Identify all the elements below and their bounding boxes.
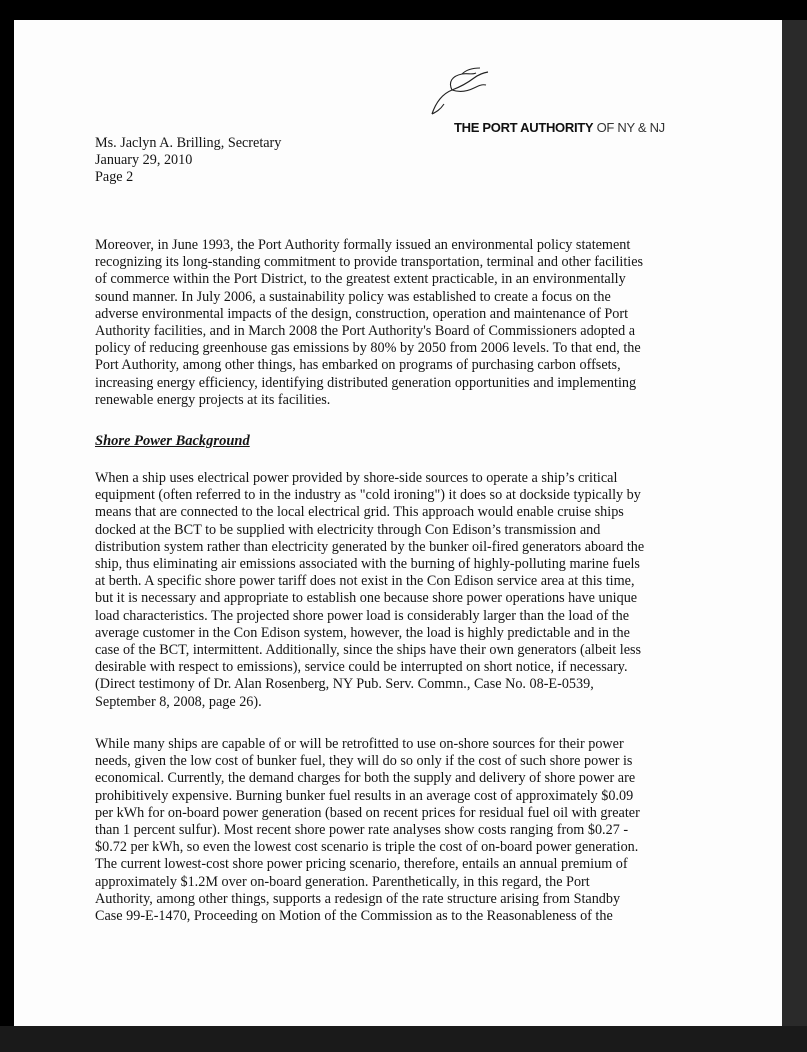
paragraph-line: than 1 percent sulfur). Most recent shore power rate analyses show costs ranging from $0.27 -: [95, 822, 629, 839]
section-heading: Shore Power Background: [95, 433, 250, 449]
scan-frame-bottom: [0, 1026, 807, 1052]
paragraph-line: policy of reducing greenhouse gas emissions by 80% by 2050 from 2006 levels. To that end, the: [95, 340, 641, 357]
paragraph-line: While many ships are capable of or will be retrofitted to use on-shore sources for their power: [95, 736, 624, 752]
paragraph-line: means that are connected to the local electrical grid. This approach would enable cruise ships: [95, 504, 624, 521]
paragraph-line: Port Authority, among other things, has embarked on programs of purchasing carbon offsets,: [95, 357, 621, 374]
document-page: [14, 20, 782, 1026]
paragraph-shore-power: [95, 470, 695, 711]
paragraph-line: recognizing its long-standing commitment to provide transportation, terminal and other facilities: [95, 254, 644, 271]
paragraph-line: of commerce within the Port District, to the greatest extent practicable, in an environmentally: [95, 271, 626, 288]
recipient-name: Ms. Jaclyn A. Brilling, Secretary: [95, 135, 282, 151]
paragraph-line: equipment (often referred to in the industry as "cold ironing") it does so at dockside typically by: [95, 487, 641, 504]
paragraph-line: ship, thus eliminating air emissions associated with the burning of highly-polluting marine fuels: [95, 556, 640, 573]
paragraph-line: per kWh for on-board power generation (based on recent prices for residual fuel oil with greater: [95, 804, 640, 821]
paragraph-line: Case 99-E-1470, Proceeding on Motion of the Commission as to the Reasonableness of the: [95, 908, 613, 925]
paragraph-line: needs, given the low cost of bunker fuel, they will do so only if the cost of such shore power is: [95, 753, 633, 770]
paragraph-line: case of the BCT, intermittent. Additionally, since the ships have their own generators (albeit less: [95, 642, 642, 659]
letterhead-org-suffix: OF NY & NJ: [593, 120, 665, 135]
letter-date: January 29, 2010: [95, 152, 193, 168]
paragraph-line: distribution system rather than electricity generated by the bunker oil-fired generators aboard the: [95, 538, 645, 555]
paragraph-line: approximately $1.2M over on-board generation. Parenthetically, in this regard, the Port: [95, 873, 590, 890]
paragraph-line: but it is necessary and appropriate to establish one because shore power operations have unique: [95, 590, 638, 607]
paragraph-line: Authority facilities, and in March 2008 the Port Authority's Board of Commissioners adopted a: [95, 323, 636, 340]
paragraph-line: economical. Currently, the demand charges for both the supply and delivery of shore power are: [95, 770, 636, 787]
paragraph-line: increasing energy efficiency, identifying distributed generation opportunities and implementing: [95, 374, 637, 391]
paragraph-line: docked at the BCT to be supplied with electricity through Con Edison’s transmission and: [95, 521, 601, 538]
paragraph-line: The current lowest-cost shore power pricing scenario, therefore, entails an annual premium of: [95, 856, 628, 873]
letterhead-text: [454, 120, 665, 135]
port-authority-letterhead: [422, 64, 742, 144]
paragraph-line: $0.72 per kWh, so even the lowest cost scenario is triple the cost of on-board power generation.: [95, 839, 639, 856]
paragraph-line: desirable with respect to emissions), service could be interrupted on short notice, if necessary.: [95, 659, 628, 676]
paragraph-line: September 8, 2008, page 26).: [95, 693, 262, 710]
paragraph-line: (Direct testimony of Dr. Alan Rosenberg, NY Pub. Serv. Commn., Case No. 08-E-0539,: [95, 676, 594, 693]
paragraph-line: at berth. A specific shore power tariff does not exist in the Con Edison service area at this time,: [95, 573, 635, 590]
paragraph-line: load characteristics. The projected shore power load is considerably larger than the load of the: [95, 607, 630, 624]
paragraph-line: prohibitively expensive. Burning bunker fuel results in an average cost of approximately $0.09: [95, 787, 634, 804]
recipient-block: [95, 135, 281, 186]
page-number: Page 2: [95, 169, 134, 185]
paragraph-line: average customer in the Con Edison system, however, the load is highly predictable and in the: [95, 624, 630, 641]
scan-frame-right: [782, 20, 807, 1052]
paragraph-environmental-policy: [95, 237, 695, 409]
letterhead-org-name: THE PORT AUTHORITY: [454, 120, 594, 135]
paragraph-line: sound manner. In July 2006, a sustainability policy was established to create a focus on the: [95, 288, 611, 305]
paragraph-line: adverse environmental impacts of the design, construction, operation and maintenance of Port: [95, 305, 629, 322]
paragraph-line: When a ship uses electrical power provided by shore-side sources to operate a ship’s critical: [95, 470, 618, 486]
paragraph-bunker-fuel-costs: [95, 736, 695, 925]
paragraph-line: Moreover, in June 1993, the Port Authority formally issued an environmental policy statement: [95, 237, 631, 253]
seagull-logo-icon: [422, 64, 492, 120]
paragraph-line: Authority, among other things, supports a redesign of the rate structure arising from Standby: [95, 890, 621, 907]
paragraph-line: renewable energy projects at its facilities.: [95, 391, 331, 408]
